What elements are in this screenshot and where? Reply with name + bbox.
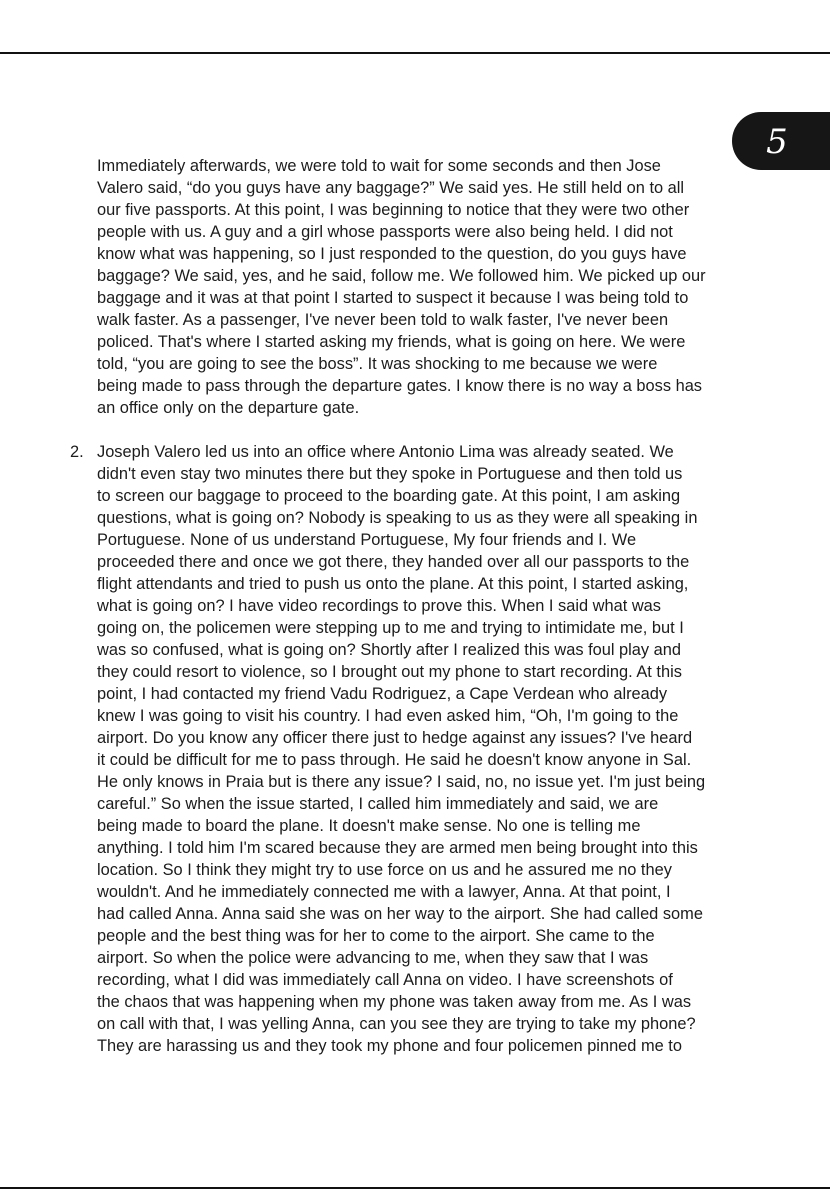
text-line: baggage? We said, yes, and he said, follow me. We followed him. We picked up our	[97, 267, 706, 285]
text-line: point, I had contacted my friend Vadu Rodriguez, a Cape Verdean who already	[97, 685, 668, 703]
text-line: didn't even stay two minutes there but they spoke in Portuguese and then told us	[97, 465, 683, 483]
text-line: they could resort to violence, so I brought out my phone to start recording. At this	[97, 663, 682, 681]
text-line: going on, the policemen were stepping up to me and trying to intimidate me, but I	[97, 619, 684, 637]
paragraph-1	[97, 155, 737, 419]
page-number: 5	[766, 122, 788, 162]
text-line: They are harassing us and they took my phone and four policemen pinned me to	[97, 1037, 682, 1055]
text-line: anything. I told him I'm scared because they are armed men being brought into this	[97, 839, 698, 857]
bottom-rule	[0, 1187, 830, 1189]
text-line: on call with that, I was yelling Anna, can you see they are trying to take my phone?	[97, 1015, 696, 1033]
text-line: airport. So when the police were advancing to me, when they saw that I was	[97, 949, 649, 967]
text-line: careful.” So when the issue started, I called him immediately and said, we are	[97, 795, 659, 813]
text-line: recording, what I did was immediately call Anna on video. I have screenshots of	[97, 971, 673, 989]
text-line: flight attendants and tried to push us onto the plane. At this point, I started asking,	[97, 575, 689, 593]
text-line: being made to pass through the departure gates. I know there is no way a boss has	[97, 377, 703, 395]
text-line: He only knows in Praia but is there any issue? I said, no, no issue yet. I'm just being	[97, 773, 706, 791]
text-line: Valero said, “do you guys have any baggage?” We said yes. He still held on to all	[97, 179, 685, 197]
text-line: know what was happening, so I just responded to the question, do you guys have	[97, 245, 687, 263]
list-marker: 2.	[70, 443, 84, 461]
text-line: people and the best thing was for her to come to the airport. She came to the	[97, 927, 655, 945]
text-line: the chaos that was happening when my phone was taken away from me. As I was	[97, 993, 692, 1011]
text-line: people with us. A guy and a girl whose passports were also being held. I did not	[97, 223, 673, 241]
text-line: had called Anna. Anna said she was on her way to the airport. She had called some	[97, 905, 703, 923]
text-line: what is going on? I have video recordings to prove this. When I said what was	[97, 597, 661, 615]
text-line: knew I was going to visit his country. I had even asked him, “Oh, I'm going to the	[97, 707, 679, 725]
text-line: was so confused, what is going on? Shortly after I realized this was foul play and	[97, 641, 682, 659]
top-margin-band	[0, 0, 830, 54]
text-line: our five passports. At this point, I was beginning to notice that they were two other	[97, 201, 690, 219]
text-line: wouldn't. And he immediately connected me with a lawyer, Anna. At that point, I	[97, 883, 671, 901]
text-line: told, “you are going to see the boss”. It was shocking to me because we were	[97, 355, 658, 373]
text-line: Immediately afterwards, we were told to wait for some seconds and then Jose	[97, 157, 661, 175]
text-line: questions, what is going on? Nobody is speaking to us as they were all speaking in	[97, 509, 698, 527]
text-line: policed. That's where I started asking my friends, what is going on here. We were	[97, 333, 686, 351]
text-line: Joseph Valero led us into an office where Antonio Lima was already seated. We	[97, 443, 674, 461]
text-line: proceeded there and once we got there, they handed over all our passports to the	[97, 553, 690, 571]
text-line: to screen our baggage to proceed to the boarding gate. At this point, I am asking	[97, 487, 681, 505]
text-line: airport. Do you know any officer there just to hedge against any issues? I've heard	[97, 729, 693, 747]
text-line: location. So I think they might try to use force on us and he assured me no they	[97, 861, 672, 879]
paragraph-2	[97, 441, 737, 1057]
text-line: baggage and it was at that point I started to suspect it because I was being told to	[97, 289, 689, 307]
text-line: an office only on the departure gate.	[97, 399, 360, 417]
text-line: walk faster. As a passenger, I've never been told to walk faster, I've never been	[97, 311, 669, 329]
text-line: Portuguese. None of us understand Portuguese, My four friends and I. We	[97, 531, 637, 549]
text-line: it could be difficult for me to pass through. He said he doesn't know anyone in Sal.	[97, 751, 692, 769]
text-line: being made to board the plane. It doesn't make sense. No one is telling me	[97, 817, 641, 835]
